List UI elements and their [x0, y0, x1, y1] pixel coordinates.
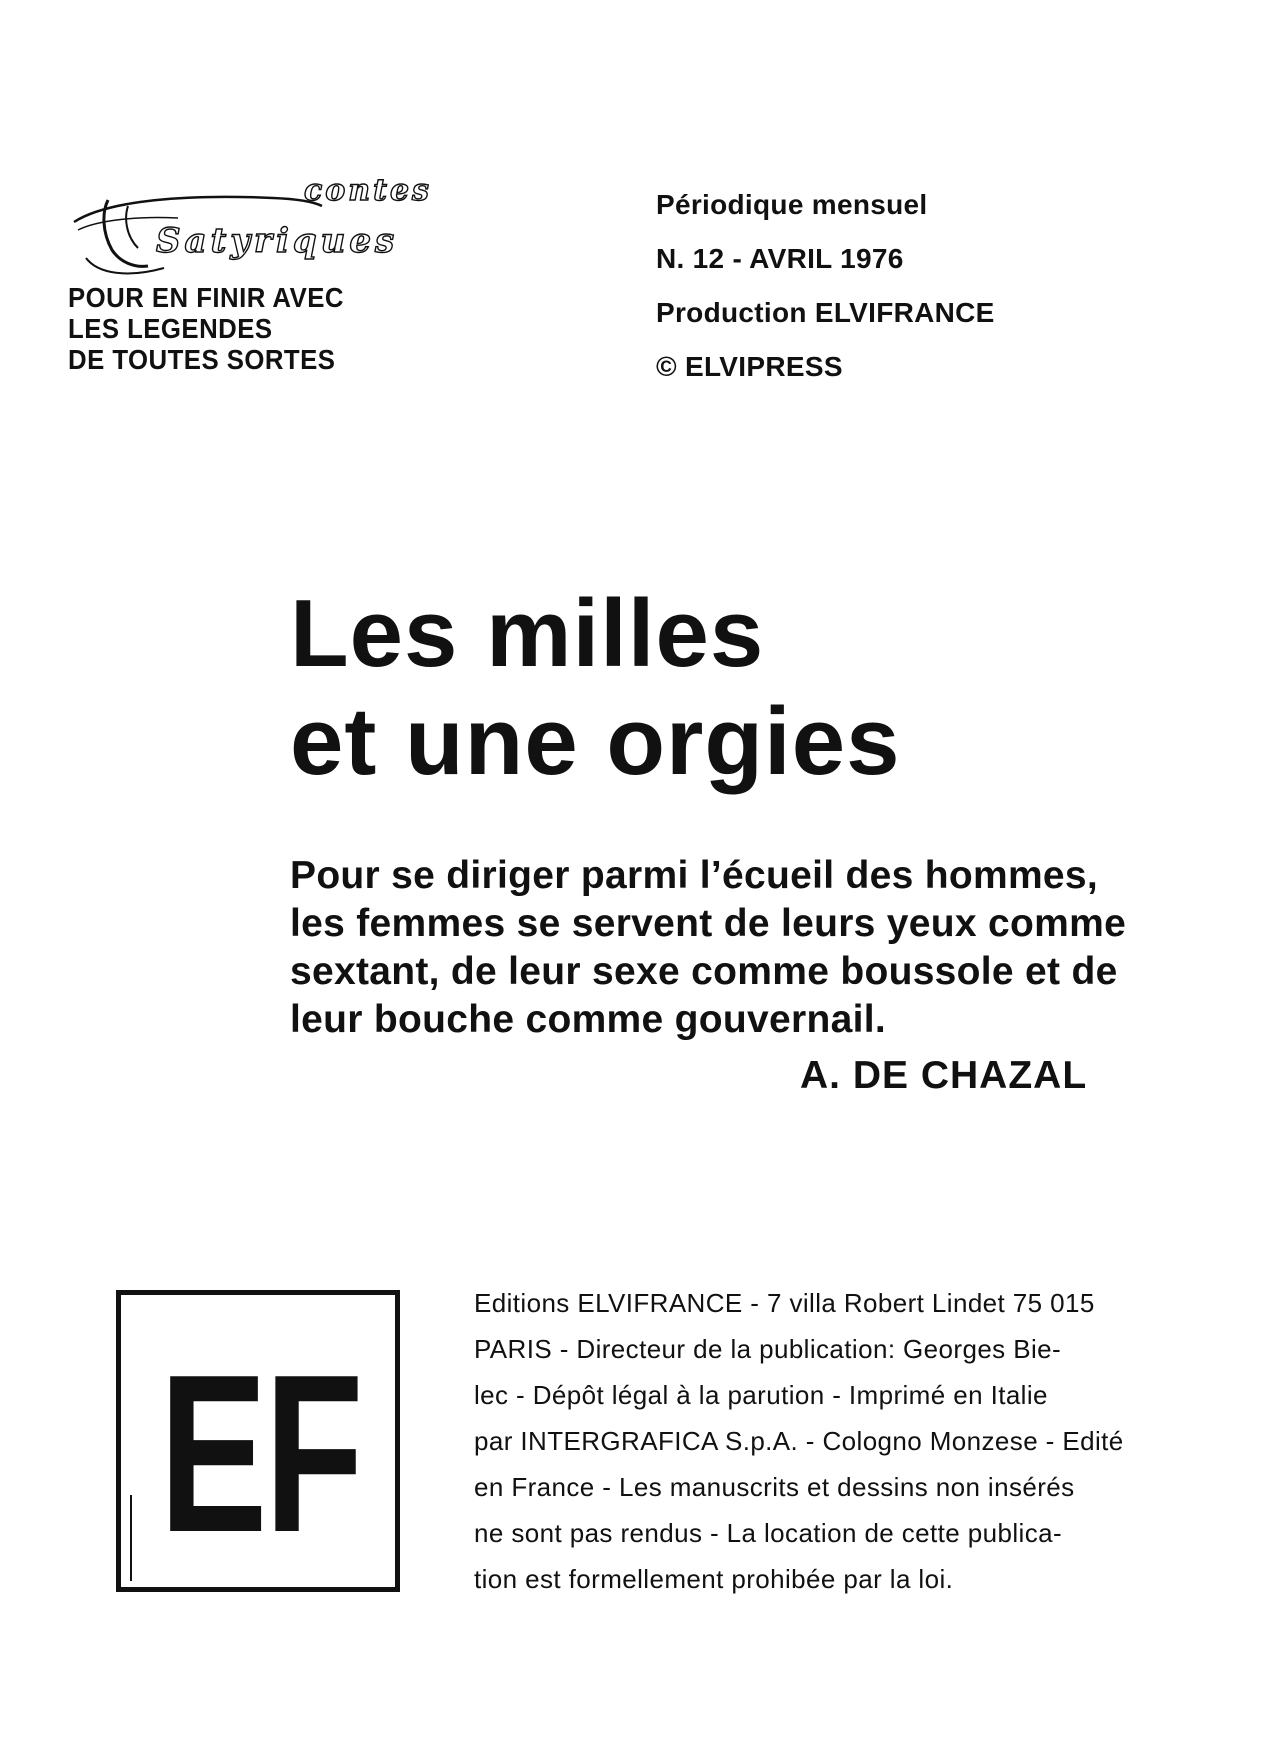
publisher-logo: [116, 1290, 400, 1592]
series-logo-block: [68, 170, 488, 375]
series-tagline: [68, 282, 454, 375]
tagline-line: DE TOUTES SORTES: [68, 344, 336, 375]
legal-line: PARIS - Directeur de la publication: Georges Bie-: [474, 1334, 1062, 1364]
legal-line: ne sont pas rendus - La location de cette publica-: [474, 1518, 1063, 1548]
svg-text:Satyriques: Satyriques: [156, 221, 399, 261]
tagline-line: LES LEGENDES: [68, 313, 273, 344]
svg-text:contes: contes: [304, 173, 432, 208]
legal-line: tion est formellement prohibée par la loi.: [474, 1564, 954, 1594]
production-credit: Production ELVIFRANCE: [656, 297, 995, 328]
legal-line: en France - Les manuscrits et dessins non insérés: [474, 1472, 1075, 1502]
quote-line: sextant, de leur sexe comme boussole et de: [290, 950, 1118, 993]
series-logo: [68, 170, 488, 280]
copyright: © ELVIPRESS: [656, 351, 843, 382]
quote-author: A. DE CHAZAL: [800, 1054, 1088, 1097]
publication-info: [656, 178, 995, 394]
title-line: Les milles: [290, 580, 765, 687]
title-line: et une orgies: [290, 688, 901, 795]
legal-line: lec - Dépôt légal à la parution - Imprimé en Italie: [474, 1380, 1048, 1410]
periodicity: Périodique mensuel: [656, 189, 928, 220]
publisher-logo-letters: EF: [159, 1327, 361, 1579]
quote-line: Pour se diriger parmi l’écueil des hommes,: [290, 854, 1099, 897]
legal-notice: [474, 1280, 1124, 1602]
issue-number: N. 12 - AVRIL 1976: [656, 243, 904, 274]
page-title: [290, 580, 900, 796]
quote-line: les femmes se servent de leurs yeux comme: [290, 902, 1127, 945]
quote-line: leur bouche comme gouvernail.: [290, 998, 887, 1041]
legal-line: Editions ELVIFRANCE - 7 villa Robert Lindet 75 015: [474, 1288, 1095, 1318]
legal-line: par INTERGRAFICA S.p.A. - Cologno Monzese - Edité: [474, 1426, 1124, 1456]
epigraph-quote: [290, 852, 1210, 1044]
tagline-line: POUR EN FINIR AVEC: [68, 282, 344, 313]
